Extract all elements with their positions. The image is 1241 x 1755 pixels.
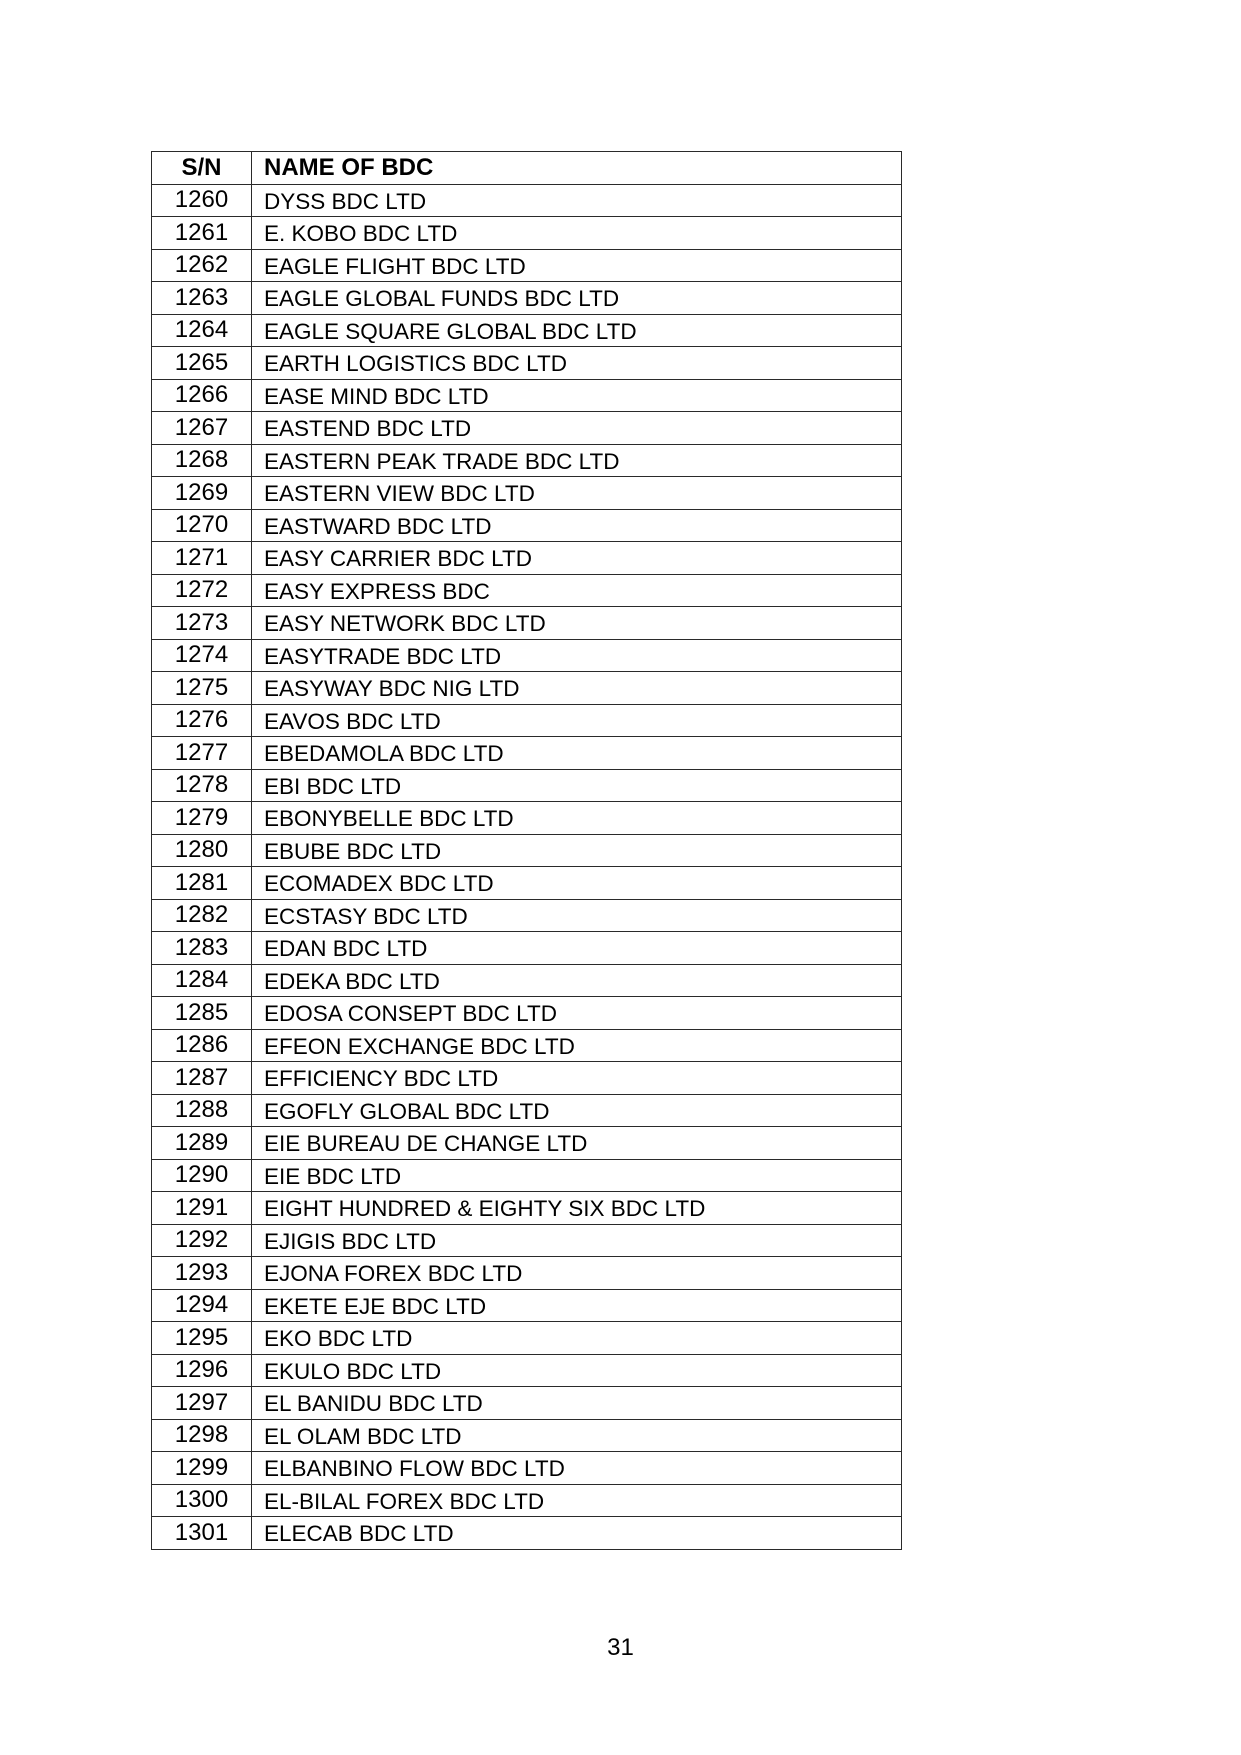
table-row (152, 1159, 902, 1192)
table-row (152, 574, 902, 607)
table-row (152, 1419, 902, 1452)
sn-cell: 1277 (152, 737, 252, 770)
sn-cell: 1299 (152, 1452, 252, 1485)
bdc-name-cell: EASTERN PEAK TRADE BDC LTD (252, 444, 902, 477)
sn-cell: 1287 (152, 1062, 252, 1095)
table-row (152, 217, 902, 250)
table-header (152, 152, 902, 185)
bdc-name-cell: EIE BUREAU DE CHANGE LTD (252, 1127, 902, 1160)
sn-cell: 1300 (152, 1484, 252, 1517)
name-column-header: NAME OF BDC (252, 152, 902, 185)
table-row (152, 477, 902, 510)
table-row (152, 282, 902, 315)
sn-cell: 1270 (152, 509, 252, 542)
table-body (152, 184, 902, 1549)
table-row (152, 444, 902, 477)
table-row (152, 314, 902, 347)
bdc-name-cell: EASTWARD BDC LTD (252, 509, 902, 542)
sn-cell: 1261 (152, 217, 252, 250)
bdc-name-cell: EAGLE GLOBAL FUNDS BDC LTD (252, 282, 902, 315)
bdc-name-cell: EASE MIND BDC LTD (252, 379, 902, 412)
bdc-name-cell: EDEKA BDC LTD (252, 964, 902, 997)
table-row (152, 1029, 902, 1062)
bdc-name-cell: EGOFLY GLOBAL BDC LTD (252, 1094, 902, 1127)
table-row (152, 1289, 902, 1322)
sn-cell: 1296 (152, 1354, 252, 1387)
bdc-name-cell: EARTH LOGISTICS BDC LTD (252, 347, 902, 380)
table-row (152, 932, 902, 965)
table-row (152, 347, 902, 380)
sn-cell: 1280 (152, 834, 252, 867)
sn-cell: 1262 (152, 249, 252, 282)
sn-cell: 1268 (152, 444, 252, 477)
sn-cell: 1271 (152, 542, 252, 575)
bdc-name-cell: EAVOS BDC LTD (252, 704, 902, 737)
table-row (152, 672, 902, 705)
bdc-name-cell: EKULO BDC LTD (252, 1354, 902, 1387)
bdc-name-cell: EIE BDC LTD (252, 1159, 902, 1192)
sn-cell: 1294 (152, 1289, 252, 1322)
sn-cell: 1264 (152, 314, 252, 347)
table-row (152, 964, 902, 997)
table-row (152, 412, 902, 445)
bdc-name-cell: ECOMADEX BDC LTD (252, 867, 902, 900)
table-row (152, 867, 902, 900)
table-row (152, 1257, 902, 1290)
sn-cell: 1265 (152, 347, 252, 380)
sn-cell: 1290 (152, 1159, 252, 1192)
table-row (152, 1484, 902, 1517)
sn-cell: 1295 (152, 1322, 252, 1355)
page-number: 31 (607, 1634, 634, 1661)
table-row (152, 1387, 902, 1420)
bdc-name-cell: EBONYBELLE BDC LTD (252, 802, 902, 835)
sn-cell: 1282 (152, 899, 252, 932)
bdc-name-cell: EASYTRADE BDC LTD (252, 639, 902, 672)
bdc-name-cell: ELECAB BDC LTD (252, 1517, 902, 1550)
bdc-name-cell: EJIGIS BDC LTD (252, 1224, 902, 1257)
sn-cell: 1285 (152, 997, 252, 1030)
table-row (152, 997, 902, 1030)
table-row (152, 542, 902, 575)
sn-cell: 1283 (152, 932, 252, 965)
sn-cell: 1298 (152, 1419, 252, 1452)
bdc-name-cell: EASYWAY BDC NIG LTD (252, 672, 902, 705)
bdc-table (151, 151, 902, 1550)
table-row (152, 1452, 902, 1485)
bdc-name-cell: EAGLE FLIGHT BDC LTD (252, 249, 902, 282)
sn-cell: 1278 (152, 769, 252, 802)
table-row (152, 607, 902, 640)
sn-cell: 1301 (152, 1517, 252, 1550)
table-row (152, 1192, 902, 1225)
table-row (152, 737, 902, 770)
bdc-name-cell: EL BANIDU BDC LTD (252, 1387, 902, 1420)
sn-cell: 1293 (152, 1257, 252, 1290)
bdc-name-cell: DYSS BDC LTD (252, 184, 902, 217)
sn-cell: 1279 (152, 802, 252, 835)
bdc-name-cell: EASY NETWORK BDC LTD (252, 607, 902, 640)
bdc-name-cell: EFEON EXCHANGE BDC LTD (252, 1029, 902, 1062)
table-row (152, 639, 902, 672)
sn-column-header: S/N (152, 152, 252, 185)
table-row (152, 1224, 902, 1257)
table-row (152, 184, 902, 217)
bdc-name-cell: EASY EXPRESS BDC (252, 574, 902, 607)
bdc-name-cell: EJONA FOREX BDC LTD (252, 1257, 902, 1290)
table-row (152, 769, 902, 802)
bdc-name-cell: EDAN BDC LTD (252, 932, 902, 965)
header-row (152, 152, 902, 185)
bdc-name-cell: EBI BDC LTD (252, 769, 902, 802)
sn-cell: 1267 (152, 412, 252, 445)
table-row (152, 1127, 902, 1160)
bdc-name-cell: EIGHT HUNDRED & EIGHTY SIX BDC LTD (252, 1192, 902, 1225)
bdc-name-cell: EFFICIENCY BDC LTD (252, 1062, 902, 1095)
sn-cell: 1292 (152, 1224, 252, 1257)
table-row (152, 249, 902, 282)
table-row (152, 899, 902, 932)
bdc-name-cell: EL-BILAL FOREX BDC LTD (252, 1484, 902, 1517)
sn-cell: 1291 (152, 1192, 252, 1225)
sn-cell: 1276 (152, 704, 252, 737)
table-row (152, 834, 902, 867)
sn-cell: 1275 (152, 672, 252, 705)
bdc-name-cell: ECSTASY BDC LTD (252, 899, 902, 932)
bdc-name-cell: EASY CARRIER BDC LTD (252, 542, 902, 575)
table-row (152, 379, 902, 412)
sn-cell: 1266 (152, 379, 252, 412)
sn-cell: 1281 (152, 867, 252, 900)
sn-cell: 1272 (152, 574, 252, 607)
table-row (152, 509, 902, 542)
sn-cell: 1289 (152, 1127, 252, 1160)
sn-cell: 1288 (152, 1094, 252, 1127)
table-row (152, 802, 902, 835)
sn-cell: 1286 (152, 1029, 252, 1062)
table-row (152, 1094, 902, 1127)
bdc-name-cell: EKO BDC LTD (252, 1322, 902, 1355)
bdc-name-cell: EASTERN VIEW BDC LTD (252, 477, 902, 510)
bdc-name-cell: EDOSA CONSEPT BDC LTD (252, 997, 902, 1030)
bdc-name-cell: EBEDAMOLA BDC LTD (252, 737, 902, 770)
bdc-name-cell: E. KOBO BDC LTD (252, 217, 902, 250)
table-row (152, 1354, 902, 1387)
sn-cell: 1284 (152, 964, 252, 997)
bdc-name-cell: EKETE EJE BDC LTD (252, 1289, 902, 1322)
bdc-name-cell: EL OLAM BDC LTD (252, 1419, 902, 1452)
bdc-name-cell: EASTEND BDC LTD (252, 412, 902, 445)
table-row (152, 704, 902, 737)
table-row (152, 1322, 902, 1355)
sn-cell: 1269 (152, 477, 252, 510)
sn-cell: 1274 (152, 639, 252, 672)
sn-cell: 1273 (152, 607, 252, 640)
bdc-name-cell: EAGLE SQUARE GLOBAL BDC LTD (252, 314, 902, 347)
sn-cell: 1260 (152, 184, 252, 217)
sn-cell: 1263 (152, 282, 252, 315)
table-row (152, 1517, 902, 1550)
table-row (152, 1062, 902, 1095)
sn-cell: 1297 (152, 1387, 252, 1420)
bdc-name-cell: EBUBE BDC LTD (252, 834, 902, 867)
bdc-name-cell: ELBANBINO FLOW BDC LTD (252, 1452, 902, 1485)
